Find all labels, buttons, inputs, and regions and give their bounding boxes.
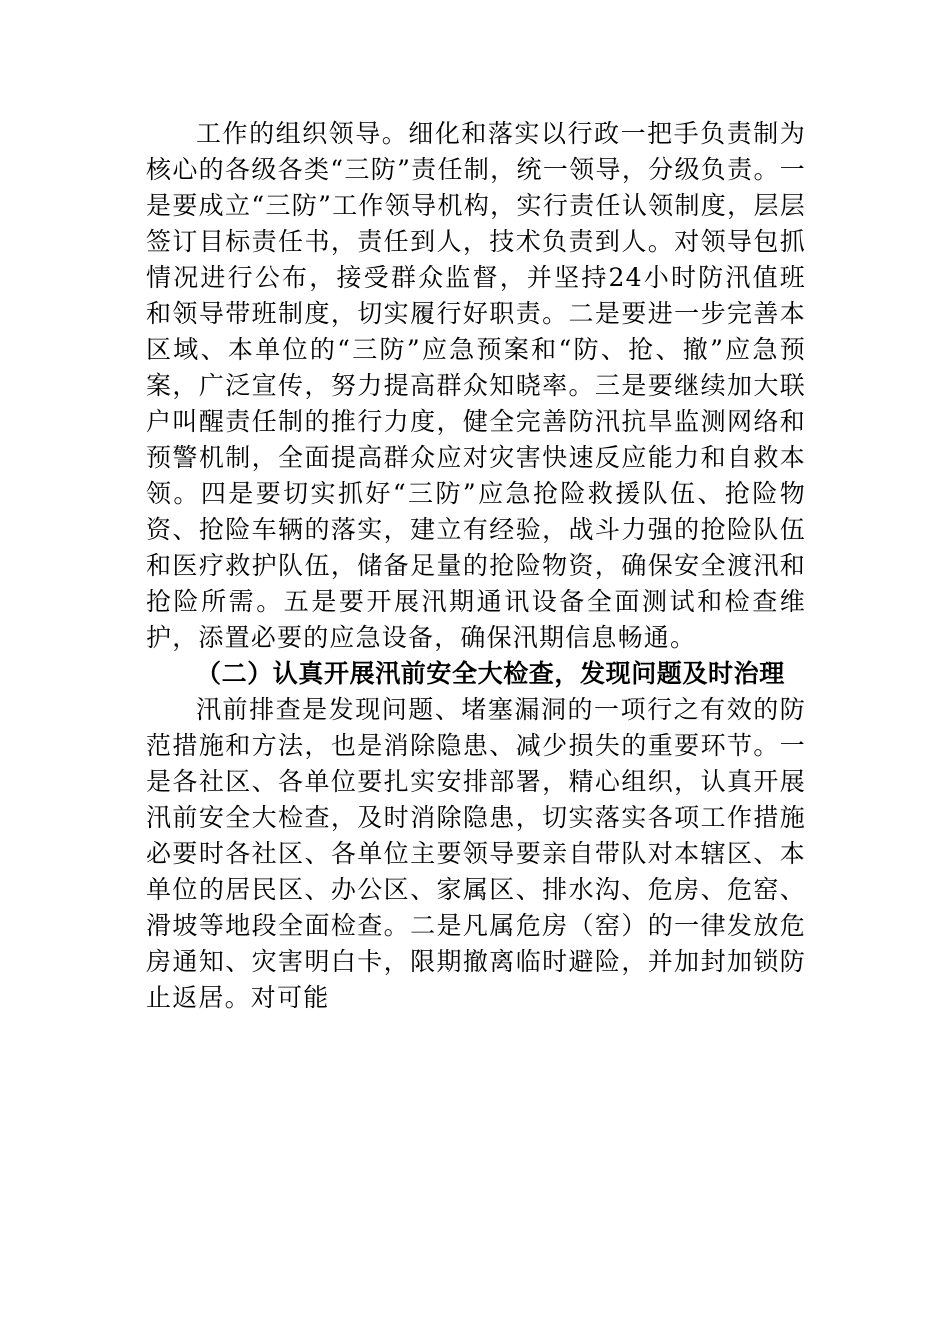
- paragraph-inspection: 汛前排查是发现问题、堵塞漏洞的一项行之有效的防范措施和方法，也是消除隐患、减少损失的重要环节。一是各社区、各单位要扎实安排部署，精心组织，认真开展汛前安全大检查，及时消除隐患，切实落实各项工作措施必要时各社区、各单位主要领导要亲自带队对本辖区、本单位的居民区、办公区、家属区、排水沟、危房、危窑、滑坡等地段全面检查。二是凡属危房（窑）的一律发放危房通知、灾害明白卡，限期撤离临时避险，并加封加锁防止返居。对可能: [146, 695, 806, 1012]
- section-heading: （二）认真开展汛前安全大检查，发现问题及时治理: [196, 659, 785, 688]
- paragraph-responsibility: 工作的组织领导。细化和落实以行政一把手负责制为核心的各级各类“三防”责任制，统一领导，分级负责。一是要成立“三防”工作领导机构，实行责任认领制度，层层签订目标责任书，责任到人，技术负责到人。对领导包抓情况进行公布，接受群众监督，并坚持24小时防汛值班和领导带班制度，切实履行好职责。二是要进一步完善本区域、本单位的“三防”应急预案和“防、抢、撤”应急预案，广泛宣传，努力提高群众知晓率。三是要继续加大联户叫醒责任制的推行力度，健全完善防汛抗旱监测网络和预警机制，全面提高群众应对灾害快速反应能力和自救本领。四是要切实抓好“三防”应急抢险救援队伍、抢险物资、抢险车辆的落实，建立有经验，战斗力强的抢险队伍和医疗救护队伍，储备足量的抢险物资，确保安全渡汛和抢险所需。五是要开展汛期通讯设备全面测试和检查维护，添置必要的应急设备，确保汛期信息畅通。: [146, 119, 806, 652]
- document-body: [146, 116, 806, 1016]
